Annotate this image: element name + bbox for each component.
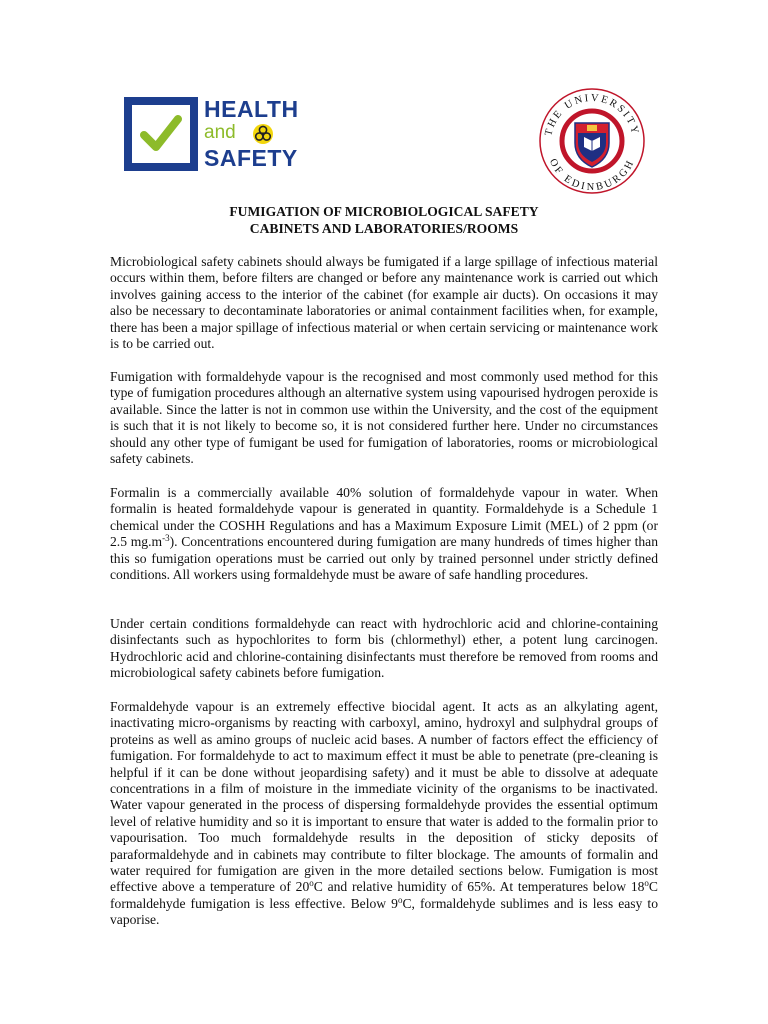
paragraph-1: Microbiological safety cabinets should always be fumigated if a large spillage of infectious material occurs within them, before filters are changed or before any maintenance work is carried out which involves gaining access to the interior of the cabinet (for example air ducts). On occasions it may also be necessary to decontaminate laboratories or animal containment facilities when, for example, there has been a major spillage of infectious material or when certain servicing or maintenance work is to be carried out. — [110, 254, 658, 352]
title-line-2: CABINETS AND LABORATORIES/ROOMS — [249, 221, 519, 236]
seal-bottom-text: OF EDINBURGH — [546, 157, 638, 194]
university-seal — [537, 85, 647, 195]
paragraph-4: Under certain conditions formaldehyde can react with hydrochloric acid and chlorine-containing disinfectants such as hypochlorites to form bis (chlormethyl) ether, a potent lung carcinogen. Hydrochloric acid and chlorine-containing disinfectants must therefore be removed from rooms and microbiological safety cabinets before fumigation. — [110, 616, 658, 681]
checkmark-box — [124, 97, 198, 171]
paragraph-3: Formalin is a commercially available 40% solution of formaldehyde vapour in water. When formalin is heated formaldehyde vapour is generated in quantity. Formaldehyde is a Schedule 1 chemical under the COSHH Regulations and has a Maximum Exposure Limit (MEL) of 2 ppm (or 2.5 $mg.m^{-3}$). Concentrations encountered during fumigation are many hundreds of times higher than this so fumigation operations must be carried out only by trained personnel under strictly defined conditions. All workers using formaldehyde must be aware of safe handling procedures. — [110, 485, 658, 583]
biohazard-icon — [252, 123, 274, 145]
paragraph-5: Formaldehyde vapour is an extremely effective biocidal agent. It acts as an alkylating agent, inactivating micro-organisms by reacting with carboxyl, amino, hydroxyl and sulphydral groups of proteins as well as amino groups of nucleic acid bases. A number of factors effect the efficiency of fumigation. For formaldehyde to act to maximum effect it must be able to penetrate (pre-cleaning is helpful if it can be done without jeopardising safety) and it must be able to dissolve at adequate concentrations in a film of moisture in the immediate vicinity of the organisms to be inactivated. Water vapour generated in the process of dispersing formaldehyde provides the essential optimum level of relative humidity and so it is important to ensure that water is added to the formalin prior to vapourisation. Too much formaldehyde results in the deposition of sticky deposits of paraformaldehyde and in cabinets may contribute to filter blockage. The amounts of formalin and water required for fumigation are given in the more detailed sections below. Fumigation is most effective above a temperature of 20$^o$C and relative humidity of 65%. At temperatures below 18$^o$C formaldehyde fumigation is less effective. Below 9$^o$C, formaldehyde sublimes and is less easy to vaporise. — [110, 699, 658, 928]
logo-word-safety: SAFETY — [204, 145, 298, 171]
paragraph-2: Fumigation with formaldehyde vapour is the recognised and most commonly used method for this type of fumigation procedures although an alternative system using vapourised hydrogen peroxide is available. Since the latter is not in common use within the University, and the cost of the equipment is such that it is not likely to become so, it is not considered further here. Under no circumstances should any other type of fumigant be used for fumigation of laboratories, rooms or microbiological safety cabinets. — [110, 369, 658, 467]
health-and-safety-logo — [124, 97, 308, 171]
seal-top-text: THE UNIVERSITY — [543, 92, 641, 137]
logo-word-health: HEALTH — [204, 96, 299, 122]
logo-word-and: and — [204, 122, 236, 143]
checkmark-icon — [138, 111, 184, 157]
document-title — [110, 203, 658, 237]
title-line-1: FUMIGATION OF MICROBIOLOGICAL SAFETY — [229, 204, 539, 219]
